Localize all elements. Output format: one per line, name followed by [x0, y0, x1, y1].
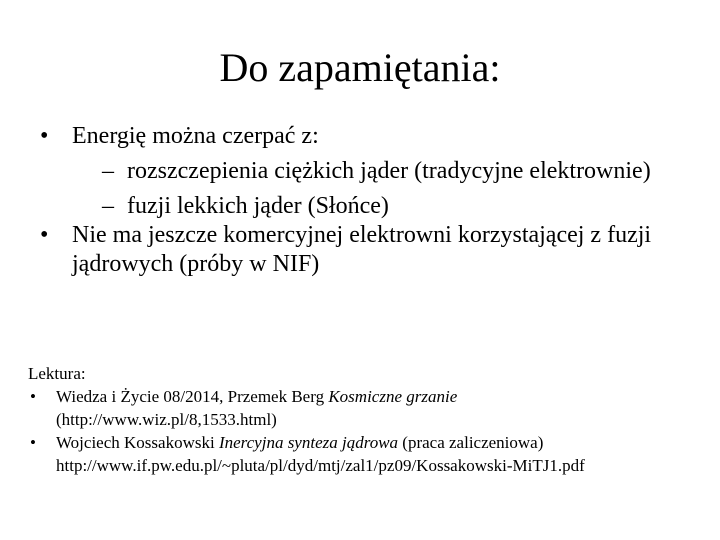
- reference-title: Kosmiczne grzanie: [328, 387, 458, 406]
- reference-link[interactable]: http://www.if.pw.edu.pl/~pluta/pl/dyd/mtj/zal1/pz09/Kossakowski-MiTJ1.pdf: [56, 456, 585, 475]
- reference-note: (praca zaliczeniowa): [398, 433, 544, 452]
- dash-icon: –: [102, 158, 114, 184]
- slide-title: Do zapamiętania:: [219, 45, 501, 90]
- dash-icon: –: [102, 193, 114, 219]
- bullet-item-energy-sources: [0, 122, 720, 151]
- reference-text: Wojciech Kossakowski: [56, 433, 219, 452]
- reference-item-kossakowski: [28, 431, 708, 477]
- bullet-icon: •: [30, 433, 36, 452]
- bullet-icon: •: [30, 387, 36, 406]
- reference-item-wiedza: [28, 385, 708, 431]
- reference-title: Inercyjna synteza jądrowa: [218, 433, 399, 452]
- bullet-icon: •: [40, 222, 49, 248]
- bullet-item-no-commercial-plant: [0, 221, 720, 279]
- reference-text: Wiedza i Życie 08/2014, Przemek Berg: [56, 387, 329, 406]
- bullet-icon: •: [40, 123, 49, 149]
- reference-link[interactable]: (http://www.wiz.pl/8,1533.html): [56, 410, 277, 429]
- subitem-fusion: [0, 192, 720, 221]
- subitem-text: fuzji lekkich jąder (Słońce): [127, 193, 389, 219]
- reading-heading: Lektura:: [28, 364, 86, 383]
- bullet-text: Nie ma jeszcze komercyjnej elektrowni korzystającej z fuzji jądrowych (próby w NIF): [72, 222, 652, 277]
- bullet-text: Energię można czerpać z:: [72, 123, 319, 149]
- subitem-text: rozszczepienia ciężkich jąder (tradycyjne elektrownie): [127, 158, 651, 184]
- subitem-fission: [0, 157, 720, 186]
- main-bullet-list: [0, 122, 720, 279]
- reading-section: [28, 363, 708, 477]
